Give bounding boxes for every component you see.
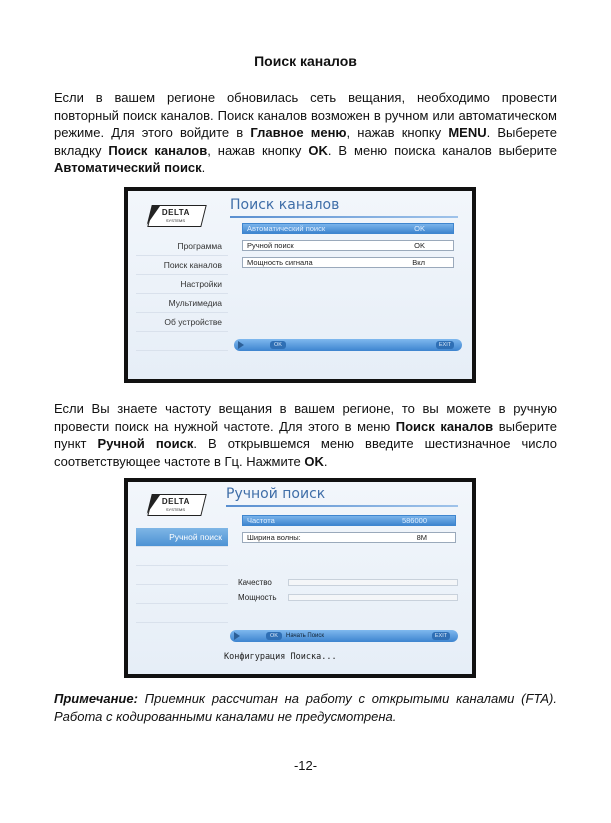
power-label: Мощность — [238, 593, 277, 602]
p1-bold-ok: OK — [308, 142, 328, 158]
menu-item-manual-search[interactable]: Ручной поиск — [136, 528, 228, 547]
p1-text-6: . — [201, 160, 206, 175]
p2-text-2: выберите пункт — [54, 418, 558, 451]
note-text: Приемник рассчитан на работу с открытыми каналами (FTA). Работа с кодированными каналами не предусмотрена. — [54, 691, 557, 724]
menu-item-multimedia[interactable]: Мультимедиа — [136, 294, 228, 313]
p1-text-4: , нажав кнопку — [207, 142, 309, 158]
screen1-display — [128, 191, 472, 379]
menu-item-empty — [136, 547, 228, 566]
menu-item-empty — [136, 566, 228, 585]
p1-text-5: . В меню поиска каналов выберите — [327, 142, 557, 158]
quality-meter — [288, 579, 458, 586]
p1-bold-auto-search: Автоматический поиск — [54, 160, 202, 175]
main-menu — [136, 237, 228, 351]
p2-text-4: . — [323, 453, 328, 469]
quality-label: Качество — [238, 578, 272, 587]
exit-key[interactable]: EXIT — [436, 341, 454, 349]
p2-text-3: . В открывшемся меню введите шестизначное число соответствующее частоте в Гц. Нажмите — [54, 436, 557, 469]
ok-key[interactable]: OK — [266, 632, 282, 640]
screenshot-channel-search — [124, 187, 476, 383]
note-paragraph — [54, 690, 557, 725]
logo-subtext: SYSTEMS — [165, 218, 186, 223]
row-frequency[interactable] — [242, 515, 456, 526]
row-value: Вкл — [412, 258, 425, 267]
note-label: Примечание: — [54, 691, 138, 706]
delta-logo — [147, 205, 206, 227]
menu-item-program[interactable]: Программа — [136, 237, 228, 256]
logo-triangle — [147, 494, 161, 514]
start-search-label: Начать Поиск — [286, 633, 325, 639]
footer-bar — [234, 339, 462, 351]
status-text: Конфигурация Поиска... — [224, 652, 337, 662]
logo-text: DELTA — [161, 497, 190, 506]
row-label: Частота — [247, 516, 275, 525]
row-auto-search[interactable] — [242, 223, 454, 234]
logo-text: DELTA — [161, 208, 190, 217]
row-label: Автоматический поиск — [247, 224, 326, 233]
exit-key[interactable]: EXIT — [432, 632, 450, 640]
panel-title: Ручной поиск — [226, 486, 326, 502]
panel-title: Поиск каналов — [230, 197, 340, 213]
title-underline — [226, 505, 458, 507]
p1-bold-menu-key: MENU — [448, 125, 487, 140]
p1-text-2: , нажав кнопку — [346, 125, 449, 140]
ok-key[interactable]: OK — [270, 341, 286, 349]
row-signal-power[interactable] — [242, 257, 454, 268]
p2-bold-ok: OK — [304, 453, 324, 469]
power-meter — [288, 594, 458, 601]
p1-bold-channel-search: Поиск каналов — [108, 142, 208, 158]
screenshot-manual-search — [124, 478, 476, 678]
logo-triangle — [147, 205, 161, 225]
row-value: 8M — [416, 533, 427, 542]
p2-bold-manual-search: Ручной поиск — [97, 436, 194, 451]
row-manual-search[interactable] — [242, 240, 454, 251]
title-underline — [230, 216, 458, 218]
page-number: -12- — [293, 758, 318, 773]
menu-item-about[interactable]: Об устройстве — [136, 313, 228, 332]
page-title: Поиск каналов — [254, 53, 357, 69]
row-bandwidth[interactable] — [242, 532, 456, 543]
menu-item-channel-search[interactable]: Поиск каналов — [136, 256, 228, 275]
p1-text-1: Если в вашем регионе обновилась сеть вещания, необходимо провести повторный поиск каналов. Поиск каналов возможен в ручном или автоматическом режиме. Для этого войдите в — [54, 90, 557, 140]
delta-logo — [147, 494, 206, 516]
row-value: 586000 — [401, 516, 427, 525]
arrow-right-icon — [234, 632, 240, 640]
p1-bold-main-menu: Главное меню — [250, 125, 347, 140]
row-label: Ширина волны: — [247, 533, 301, 542]
row-label: Ручной поиск — [247, 241, 294, 250]
row-value: OK — [414, 224, 425, 233]
menu-item-empty — [136, 604, 228, 623]
p2-bold-channel-search: Поиск каналов — [395, 418, 494, 434]
menu-item-empty — [136, 332, 228, 351]
manual-search-paragraph — [54, 400, 557, 470]
footer-bar — [230, 630, 458, 642]
left-menu — [136, 528, 228, 623]
row-value: OK — [414, 241, 425, 250]
row-label: Мощность сигнала — [247, 258, 313, 267]
arrow-right-icon — [238, 341, 244, 349]
intro-paragraph — [54, 89, 557, 177]
p1-text-3: . Выберете вкладку — [54, 125, 557, 158]
menu-item-settings[interactable]: Настройки — [136, 275, 228, 294]
screen2-display — [128, 482, 472, 674]
p2-text-1: Если Вы знаете частоту вещания в вашем регионе, то вы можете в ручную провести поиск на нужной частоте. Для этого в меню — [54, 401, 557, 434]
logo-subtext: SYSTEMS — [165, 507, 186, 512]
menu-item-empty — [136, 585, 228, 604]
